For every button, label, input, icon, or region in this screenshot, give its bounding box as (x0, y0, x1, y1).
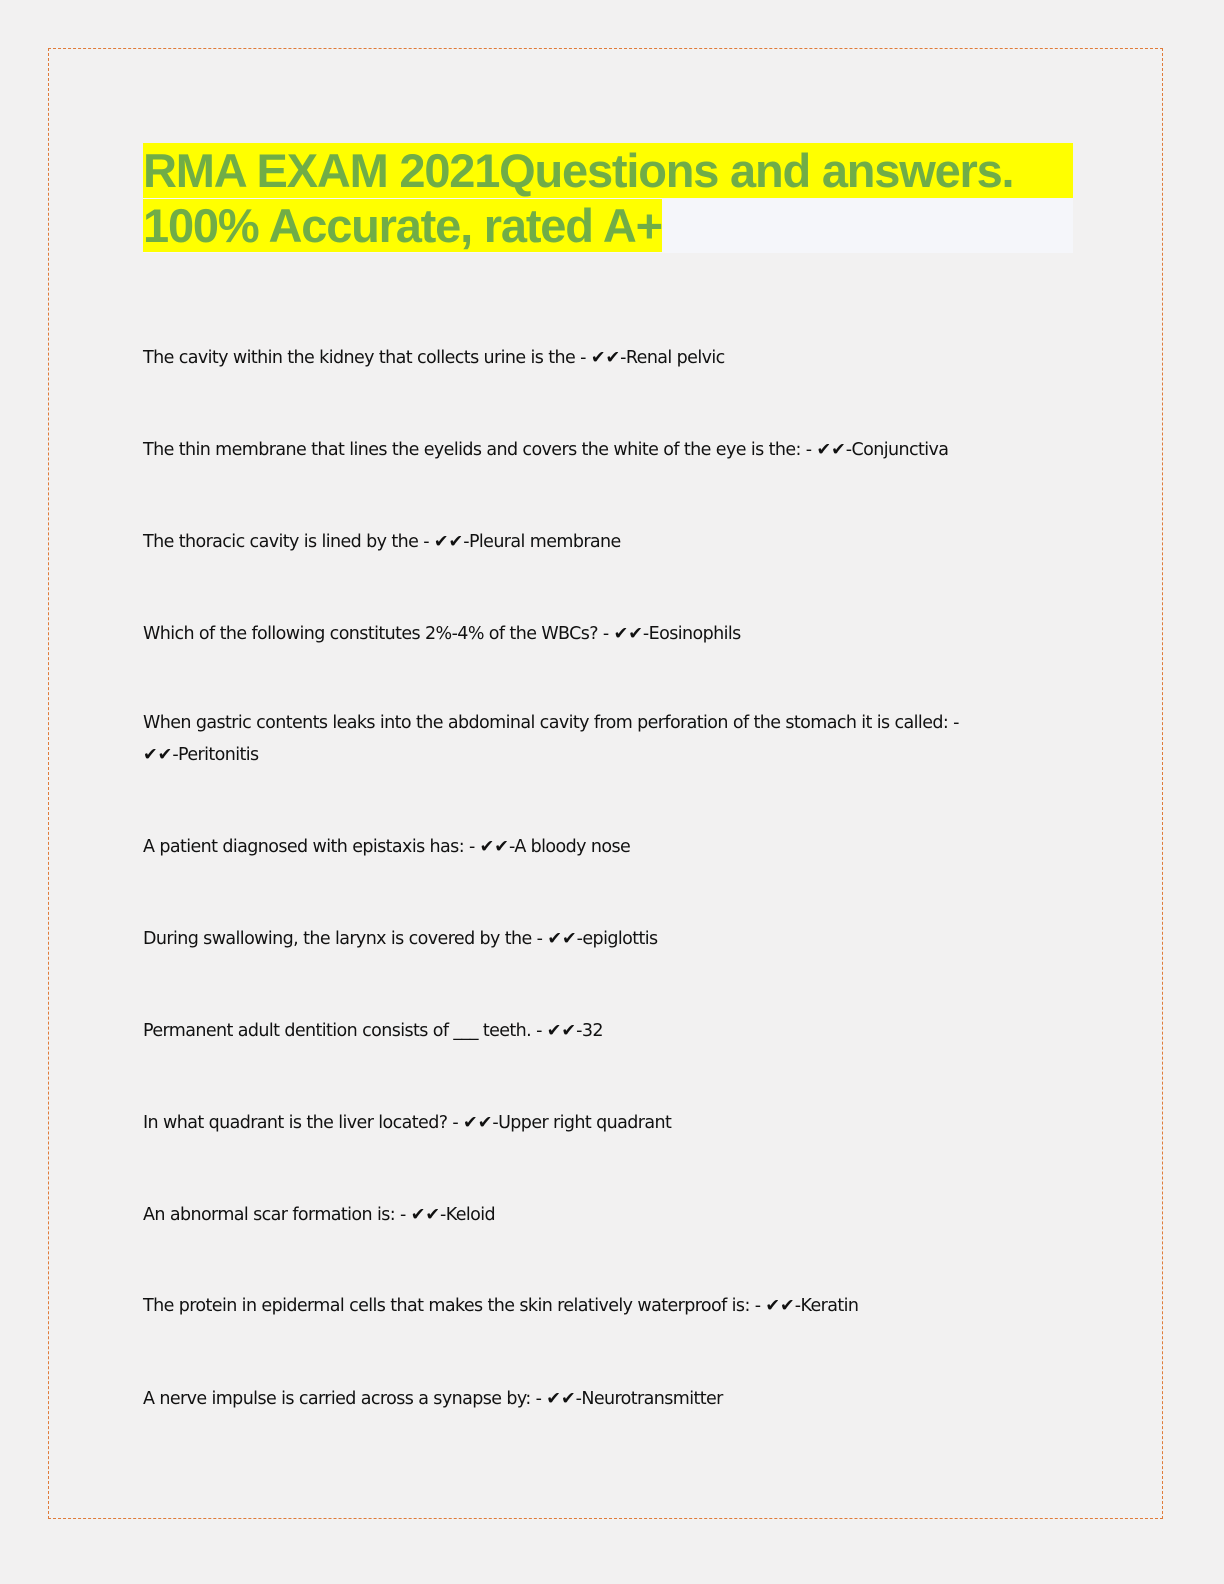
question-text: Permanent adult dentition consists of ___ teeth. (143, 1021, 532, 1041)
answer-text: Eosinophils (648, 624, 741, 644)
answer-text: 32 (581, 1021, 603, 1041)
qa-item: A nerve impulse is carried across a synapse by: - ✔✔-Neurotransmitter (143, 1389, 723, 1409)
answer-text: Peritonitis (178, 745, 259, 765)
question-text: A patient diagnosed with epistaxis has: (143, 837, 464, 857)
question-text: An abnormal scar formation is: (143, 1205, 396, 1225)
question-text: A nerve impulse is carried across a synapse by: (143, 1389, 531, 1409)
title-line-2-wrap (143, 198, 1073, 253)
qa-item: When gastric contents leaks into the abdominal cavity from perforation of the stomach it is called: - ✔✔-Peritonitis (143, 713, 959, 765)
answer-text: epiglottis (582, 929, 658, 949)
double-check-icon: ✔✔ (546, 1389, 576, 1409)
answer-text: Renal pelvic (625, 348, 725, 368)
double-check-icon: ✔✔ (143, 745, 173, 765)
double-check-icon: ✔✔ (590, 348, 621, 368)
question-text: In what quadrant is the liver located? (143, 1113, 448, 1133)
answer-text: Neurotransmitter (581, 1389, 723, 1409)
answer-text: Conjunctiva (851, 440, 949, 460)
answer-text: A bloody nose (514, 837, 631, 857)
title-line-1: RMA EXAM 2021Questions and answers. (143, 143, 1073, 198)
double-check-icon: ✔✔ (547, 929, 577, 949)
double-check-icon: ✔✔ (463, 1113, 493, 1133)
double-check-icon: ✔✔ (816, 440, 846, 460)
qa-item: The thin membrane that lines the eyelids and covers the white of the eye is the: - ✔✔-Conjunctiva (143, 440, 949, 460)
double-check-icon: ✔✔ (546, 1021, 577, 1041)
answer-text: Pleural membrane (468, 532, 621, 552)
qa-item: The thoracic cavity is lined by the - ✔✔-Pleural membrane (143, 532, 621, 552)
question-text: The thin membrane that lines the eyelids and covers the white of the eye is the: (143, 440, 801, 460)
qa-item: During swallowing, the larynx is covered by the - ✔✔-epiglottis (143, 929, 658, 949)
qa-item: The protein in epidermal cells that makes the skin relatively waterproof is: - ✔✔-Keratin (143, 1296, 859, 1316)
document-title (143, 143, 1073, 253)
question-text: During swallowing, the larynx is covered by the (143, 929, 532, 949)
title-line-2: 100% Accurate, rated A+ (143, 199, 662, 252)
qa-item: The cavity within the kidney that collects urine is the - ✔✔-Renal pelvic (143, 348, 725, 368)
double-check-icon: ✔✔ (765, 1296, 795, 1316)
double-check-icon: ✔✔ (613, 624, 643, 644)
double-check-icon: ✔✔ (433, 532, 464, 552)
double-check-icon: ✔✔ (479, 837, 509, 857)
question-text: When gastric contents leaks into the abdominal cavity from perforation of the stomach it is called: (143, 713, 949, 733)
qa-item: An abnormal scar formation is: - ✔✔-Keloid (143, 1205, 496, 1225)
qa-item: A patient diagnosed with epistaxis has: - ✔✔-A bloody nose (143, 837, 631, 857)
question-text: The cavity within the kidney that collects urine is the (143, 348, 576, 368)
qa-item: Permanent adult dentition consists of ___ teeth. - ✔✔-32 (143, 1021, 603, 1041)
qa-item: Which of the following constitutes 2%-4% of the WBCs? - ✔✔-Eosinophils (143, 624, 741, 644)
answer-text: Keratin (800, 1296, 859, 1316)
answer-text: Keloid (445, 1205, 496, 1225)
answer-text: Upper right quadrant (498, 1113, 672, 1133)
question-text: The protein in epidermal cells that makes the skin relatively waterproof is: (143, 1296, 750, 1316)
qa-item: In what quadrant is the liver located? - ✔✔-Upper right quadrant (143, 1113, 672, 1133)
double-check-icon: ✔✔ (410, 1205, 441, 1225)
question-text: Which of the following constitutes 2%-4% of the WBCs? (143, 624, 598, 644)
question-text: The thoracic cavity is lined by the (143, 532, 419, 552)
